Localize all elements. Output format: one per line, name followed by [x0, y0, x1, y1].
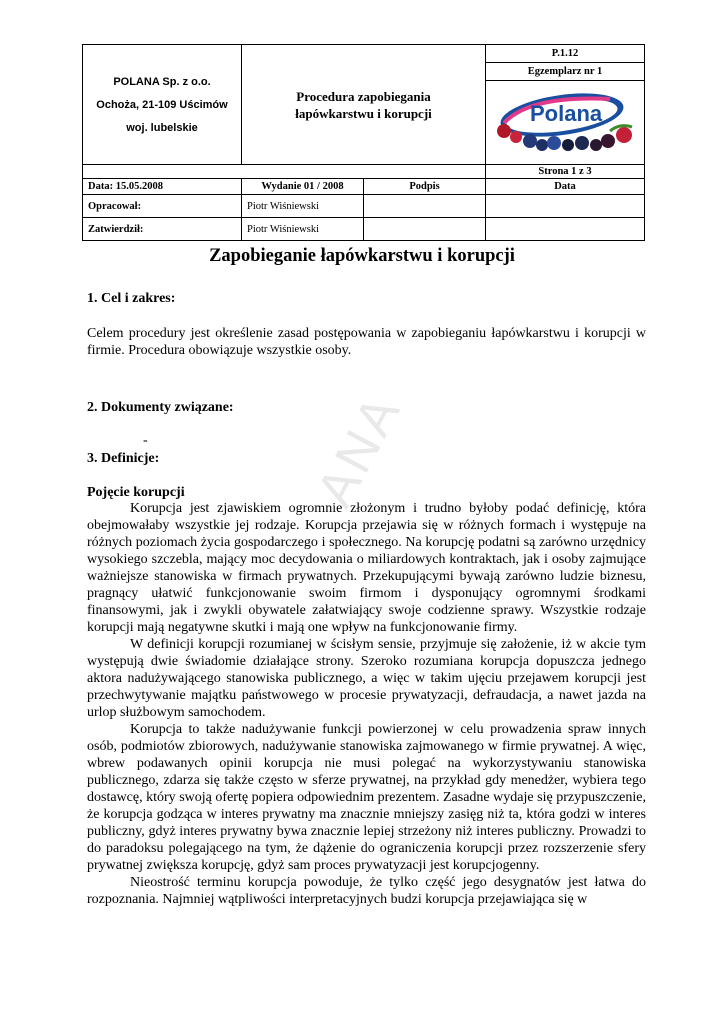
section1-paragraph: Celem procedury jest określenie zasad postępowania w zapobieganiu łapówkarstwu i korupcji w firmie. Procedura obowiązuje wszystkie osoby.: [87, 326, 646, 358]
prepared-signature: [364, 195, 486, 218]
paragraph-1: Korupcja jest zjawiskiem ogromnie złożonym i trudno byłoby podać definicję, która obejmowałaby wszystkie jej rodzaje. Korupcja przejawia się w różnych formach i występuje na różnych poziomach życia gospodarczego i społecznego. Na korupcję podatni są zarówno urzędnicy wysokiego szczebla, mający moc decydowania o miliardowych kontraktach, jak i osoby zajmujące ważniejsze stanowiska w firmach prywatnych. Przekupującymi bywają zarówno ludzie biznesu, pragnący ułatwić funkcjonowanie swoim firmom i dysponujący ogromnymi środkami finansowymi, jak i zwykli obywatele załatwiający swoje codzienne sprawy. Wszystkie rodzaje korupcji mają negatywne skutki i mają one wpływ na funkcjonowanie firmy.: [87, 501, 646, 635]
header-spacer: [83, 165, 486, 179]
paragraph-2: W definicji korupcji rozumianej w ścisłym sensie, przyjmuje się założenie, iż w akcie tym występują dwie świadomie działające strony. Szeroko rozumiana korupcja dopuszcza jednego aktora nadużywającego stanowiska publicznego, a więc w takim ujęciu przejawem korupcji jest przechwytywanie majątku państwowego w procesie prywatyzacji, defraudacja, a nawet jazda na urlop służbowym samochodem.: [87, 637, 646, 720]
signature-column-header: Podpis: [364, 179, 486, 195]
subsection-heading: Pojęcie korupcji: [87, 485, 185, 500]
approved-by: Piotr Wiśniewski: [242, 218, 364, 241]
section3-heading: 3. Definicje:: [87, 451, 160, 466]
prepared-by: Piotr Wiśniewski: [242, 195, 364, 218]
section1-heading: 1. Cel i zakres:: [87, 291, 176, 306]
procedure-code: P.1.12: [486, 45, 645, 63]
paragraph-4: Nieostrość terminu korupcja powoduje, że tylko część jego desygnatów jest łatwa do rozpoznania. Najmniej wątpliwości interpretacyjnych budzi korupcja przejawiająca się w: [87, 875, 646, 907]
date-column-header: Data: [486, 179, 645, 195]
company-logo: [486, 81, 645, 165]
copy-number: Egzemplarz nr 1: [486, 63, 645, 81]
document-title: Zapobieganie łapówkarstwu i korupcji: [209, 246, 515, 266]
company-region: woj. lubelskie: [126, 121, 198, 134]
procedure-title-line2: łapówkarstwu i korupcji: [295, 105, 432, 121]
prepared-date: [486, 195, 645, 218]
related-documents-dash: -: [143, 433, 148, 448]
logo-text: Polana: [530, 101, 603, 126]
procedure-title-line1: Procedura zapobiegania: [296, 88, 431, 104]
page-number: Strona 1 z 3: [486, 165, 645, 179]
section2-heading: 2. Dokumenty związane:: [87, 400, 234, 415]
document-header-table: [82, 44, 645, 241]
polana-logo-icon: [490, 85, 640, 157]
edition: Wydanie 01 / 2008: [242, 179, 364, 195]
paragraph-3: Korupcja to także nadużywanie funkcji powierzonej w celu prowadzenia spraw innych osób, podmiotów zbiorowych, nadużywanie stanowiska zajmowanego w firmie prywatnej. A więc, wbrew podawanych opinii korupcja nie musi polegać na wykorzystywaniu stanowiska publicznego, zdarza się także często w sferze prywatnej, na przykład gdy menedżer, wybiera tego dostawcę, który swoją ofertę popiera odpowiednim prezentem. Zasadne wydaje się przypuszczenie, że korupcja godząca w interes prywatny ma znacznie mniejszy zasięg niż ta, która godzi w interes publiczny, gdyż interes prywatny bywa znacznie lepiej strzeżony niż interes publiczny. Prowadzi to do paradoksu polegającego na tym, że dążenie do ograniczenia korupcji przez rozszerzenie sfery prywatnej zwiększa korupcję, gdyż sam proces prywatyzacji jest korupcjogenny.: [87, 722, 646, 873]
issue-date: Data: 15.05.2008: [83, 179, 242, 195]
prepared-label: Opracował:: [83, 195, 242, 218]
section1-text: [87, 325, 646, 359]
procedure-title: [242, 45, 486, 165]
company-name: POLANA Sp. z o.o.: [113, 75, 211, 88]
watermark: ANA: [305, 383, 413, 517]
approved-label: Zatwierdził:: [83, 218, 242, 241]
company-info: [83, 45, 242, 165]
approved-signature: [364, 218, 486, 241]
approved-date: [486, 218, 645, 241]
company-address: Ochoża, 21-109 Uścimów: [96, 98, 228, 111]
definitions-text: [87, 500, 646, 908]
